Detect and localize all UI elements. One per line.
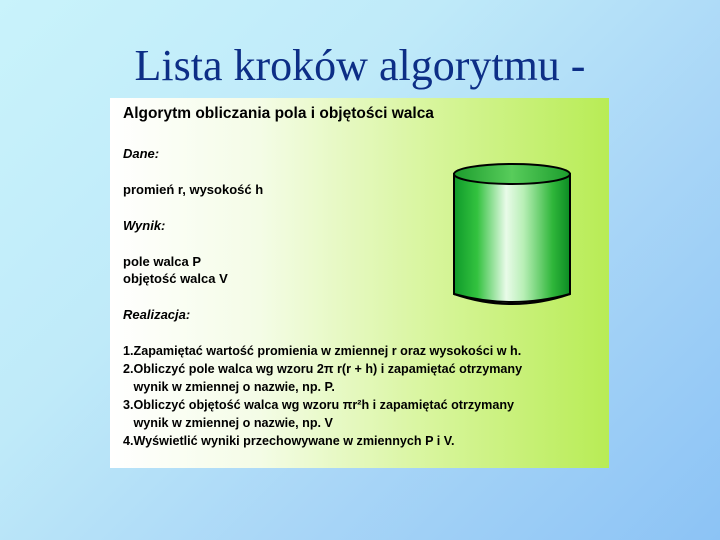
- wynik-line-2: objętość walca V: [123, 271, 228, 286]
- algorithm-panel: [110, 98, 609, 468]
- wynik-label: Wynik:: [123, 218, 166, 233]
- step-line: wynik w zmiennej o nazwie, np. V: [123, 416, 333, 430]
- slide-title: Lista kroków algorytmu -: [134, 41, 586, 90]
- wynik-line-1: pole walca P: [123, 254, 202, 269]
- step-line: 3.Obliczyć objętość walca wg wzoru πr²h i zapamiętać otrzymany: [123, 398, 515, 412]
- panel-heading: Algorytm obliczania pola i objętości walca: [123, 105, 434, 122]
- cylinder-icon: [448, 158, 576, 310]
- step-line: 1.Zapamiętać wartość promienia w zmiennej r oraz wysokości w h.: [123, 344, 522, 358]
- realizacja-label: Realizacja:: [123, 307, 191, 322]
- dane-value: promień r, wysokość h: [123, 182, 264, 197]
- step-line: wynik w zmiennej o nazwie, np. P.: [123, 380, 335, 394]
- step-line: 4.Wyświetlić wyniki przechowywane w zmiennych P i V.: [123, 434, 455, 448]
- step-line: 2.Obliczyć pole walca wg wzoru 2π r(r + h) i zapamiętać otrzymany: [123, 362, 523, 376]
- dane-label: Dane:: [123, 146, 160, 161]
